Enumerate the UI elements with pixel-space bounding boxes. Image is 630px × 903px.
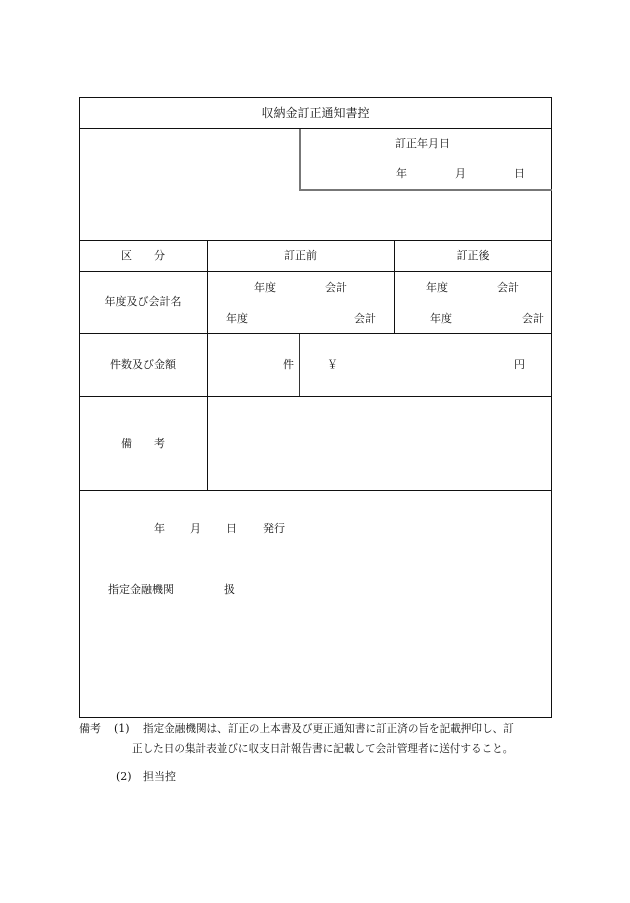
issue-day: 日: [226, 522, 237, 535]
after-nendo-1: 年度: [426, 281, 448, 294]
before-kaikei-1: 会計: [325, 281, 347, 294]
correction-date-year: 年: [396, 167, 407, 180]
issue-year: 年: [154, 522, 165, 535]
notes-item2-text: 担当控: [143, 770, 176, 783]
after-nendo-2: 年度: [430, 312, 452, 325]
form-title: 収納金訂正通知書控: [261, 106, 370, 120]
category-header: 区 分: [121, 249, 165, 262]
remarks-label: 備 考: [121, 437, 165, 450]
before-nendo-2: 年度: [226, 312, 248, 325]
yen-mark: ￥: [327, 358, 338, 371]
before-nendo-1: 年度: [254, 281, 276, 294]
notes-label: 備考: [79, 722, 101, 735]
issue-issued: 発行: [263, 522, 285, 535]
after-kaikei-2: 会計: [522, 312, 544, 325]
notes-item1-line2: 正した日の集計表並びに収支日計報告書に記載して会計管理者に送付すること。: [132, 743, 514, 755]
after-header: 訂正後: [456, 249, 490, 262]
correction-date-day: 日: [514, 167, 525, 180]
count-unit: 件: [283, 358, 294, 371]
correction-date-month: 月: [455, 167, 466, 180]
yen-unit: 円: [514, 358, 525, 371]
notes-item2-num: (2): [116, 770, 132, 783]
notes-item1-line1: 指定金融機関は、訂正の上本書及び更正通知書に訂正済の旨を記載押印し、訂: [143, 723, 514, 735]
institution-label: 指定金融機関: [108, 583, 174, 596]
issue-month: 月: [190, 522, 201, 535]
fiscal-year-label: 年度及び会計名: [104, 295, 182, 308]
notes-item1-num: (1): [114, 722, 130, 735]
correction-date-label: 訂正年月日: [395, 137, 450, 150]
count-amount-label: 件数及び金額: [110, 358, 176, 371]
handling-label: 扱: [224, 583, 235, 596]
after-kaikei-1: 会計: [497, 281, 519, 294]
before-header: 訂正前: [284, 249, 317, 262]
before-kaikei-2: 会計: [354, 312, 376, 325]
